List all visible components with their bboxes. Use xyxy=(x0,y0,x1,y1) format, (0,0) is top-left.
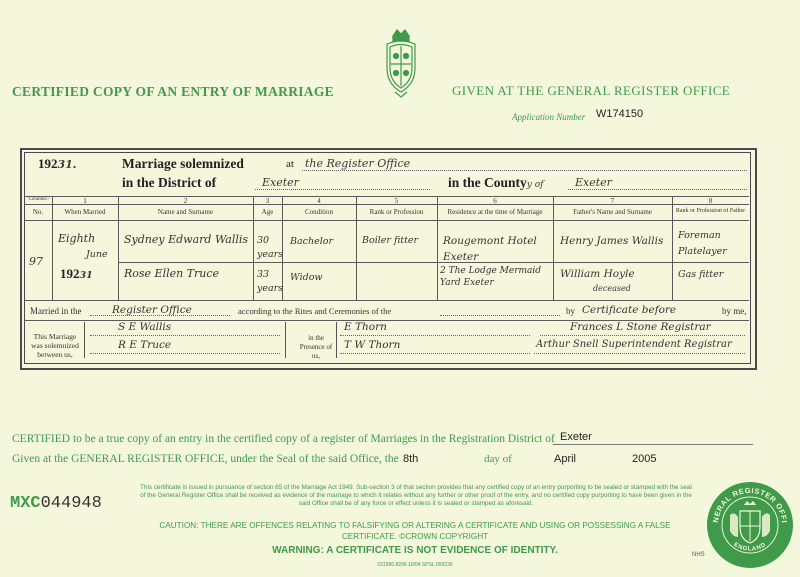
presence-label: in the Presence of us, xyxy=(299,334,333,360)
col-header-father: Father's Name and Surname xyxy=(573,208,652,216)
groom-condition: Bachelor xyxy=(290,236,334,247)
at-label: at xyxy=(286,158,294,170)
when-year-prefix: 192 xyxy=(60,266,80,281)
district-label: in the District of xyxy=(122,175,217,190)
witness1-signature: E Thorn xyxy=(344,321,387,333)
when-married-year xyxy=(60,266,93,282)
marriage-solemnized-label: Marriage solemnized xyxy=(122,156,244,171)
serial-prefix: MXC xyxy=(10,494,41,513)
party1-signature: S E Wallis xyxy=(118,321,172,333)
bride-father-name: William Hoyle xyxy=(560,268,635,280)
bride-name: Rose Ellen Truce xyxy=(124,267,220,280)
married-in-label: Married in the xyxy=(30,306,82,316)
col-header-father-profession: Rank or Profession of Father xyxy=(675,208,746,214)
county-value: Exeter xyxy=(575,176,612,189)
given-text: Given at the GENERAL REGISTER OFFICE, under the Seal of the said Office, the xyxy=(12,453,399,465)
entry-number: 97 xyxy=(29,255,43,268)
day-of-label: day of xyxy=(484,453,512,465)
year-suffix: 31 xyxy=(57,158,73,171)
county-label xyxy=(448,175,543,191)
col-header-age: Age xyxy=(261,208,274,216)
col-number-5: 5 xyxy=(394,197,399,205)
groom-age: 30 years xyxy=(257,235,284,260)
royal-crest-icon xyxy=(381,28,421,98)
col-header-condition: Condition xyxy=(304,208,333,216)
bride-condition: Widow xyxy=(290,272,323,283)
bride-age: 33 years xyxy=(257,269,284,294)
superintendent-registrar-signature: Arthur Snell Superintendent Registrar xyxy=(536,339,732,350)
groom-father-profession: Foreman Platelayer xyxy=(678,230,727,257)
col-header-name: Name and Surname xyxy=(157,208,214,216)
county-suffix: y of xyxy=(526,180,544,190)
groom-father-name: Henry James Wallis xyxy=(560,235,664,247)
county-label-text: in the County xyxy=(448,175,527,190)
print-code: 031996 8296 10/04 SPSL 009230 xyxy=(377,562,453,568)
registrar-signature: Frances L Stone Registrar xyxy=(570,321,711,333)
by-label: by xyxy=(566,306,575,316)
groom-profession: Boiler fitter xyxy=(362,235,419,246)
when-married-day: Eighth xyxy=(58,232,96,245)
legal-text: This certificate is issued in pursuance of section 65 of the Marriage Act 1949. Sub-section 3 of that section provides that any certified copy of an entry purporting to be sealed or stamped with the seal of the General Register Office shall be received as evidence of the marriage to which it relates without any further or other proof of the entry, and no certified copy purporting to have been given in the said Office shall be of any force or effect unless it is sealed or stamped as aforesaid. xyxy=(140,484,692,507)
application-number-label: Application Number xyxy=(512,112,586,122)
col-header-when: When Married xyxy=(64,208,106,216)
col-number-3: 3 xyxy=(265,197,270,205)
svg-text:GENERAL REGISTER OFFICE: NERAL REGISTER OFFI xyxy=(711,485,789,524)
groom-name: Sydney Edward Wallis xyxy=(124,233,249,246)
columns-label: Columns:- xyxy=(28,197,50,202)
by-me-label: by me, xyxy=(722,306,747,316)
solemnized-between-label: This Marriage was solemnized between us, xyxy=(31,332,79,359)
district-value: Exeter xyxy=(262,176,299,189)
by-value: Certificate before xyxy=(582,304,677,316)
witness2-signature: T W Thorn xyxy=(344,339,401,351)
certified-day: 8th xyxy=(403,453,419,465)
certificate-serial xyxy=(10,494,102,513)
bride-residence: 2 The Lodge Mermaid Yard Exeter xyxy=(440,266,542,288)
married-in-value: Register Office xyxy=(112,304,192,316)
bride-father-profession: Gas fitter xyxy=(678,269,724,280)
certified-district: Exeter xyxy=(560,431,592,443)
col-number-8: 8 xyxy=(708,197,713,205)
year-prefix: 192 xyxy=(38,156,58,171)
certified-month: April xyxy=(554,453,577,465)
rites-label: according to the Rites and Ceremonies of the xyxy=(238,306,392,316)
marriage-place: the Register Office xyxy=(305,157,411,170)
register-year: 19231. xyxy=(38,156,77,171)
col-header-no: No. xyxy=(32,208,44,216)
when-married-month: June xyxy=(86,249,108,260)
col-number-4: 4 xyxy=(317,197,321,205)
caution-text: CAUTION: THERE ARE OFFENCES RELATING TO FALSIFYING OR ALTERING A CERTIFICATE AND USING OR POSSESSING A FALSE CERTIFICATE. ©CROWN COPYRIGHT xyxy=(159,521,671,541)
col-number-2: 2 xyxy=(183,197,188,205)
col-number-7: 7 xyxy=(610,197,615,205)
serial-number: 044948 xyxy=(40,494,102,513)
certified-year: 2005 xyxy=(632,453,657,465)
when-year-suffix: 31 xyxy=(79,270,93,281)
col-header-residence: Residence at the time of Marriage xyxy=(447,208,543,216)
svg-text:ENGLAND: ENGLAND xyxy=(732,541,768,553)
bride-father-note: deceased xyxy=(593,284,631,293)
col-number-6: 6 xyxy=(493,197,497,205)
general-register-office-seal xyxy=(706,481,794,569)
party2-signature: R E Truce xyxy=(118,339,172,351)
warning-text: WARNING: A CERTIFICATE IS NOT EVIDENCE OF IDENTITY. xyxy=(272,545,558,556)
col-number-1: 1 xyxy=(83,197,87,205)
certified-text: CERTIFIED to be a true copy of an entry in the certified copy of a register of Marriages in the Registration District of xyxy=(12,433,555,445)
given-at-title: GIVEN AT THE GENERAL REGISTER OFFICE xyxy=(452,83,731,98)
application-number: W174150 xyxy=(596,108,644,120)
col-header-profession: Rank or Profession xyxy=(369,208,424,216)
certificate-title: CERTIFIED COPY OF AN ENTRY OF MARRIAGE xyxy=(12,84,334,99)
groom-residence: Rougemont Hotel Exeter xyxy=(443,235,537,263)
nhs-mark: NHS xyxy=(692,552,705,558)
